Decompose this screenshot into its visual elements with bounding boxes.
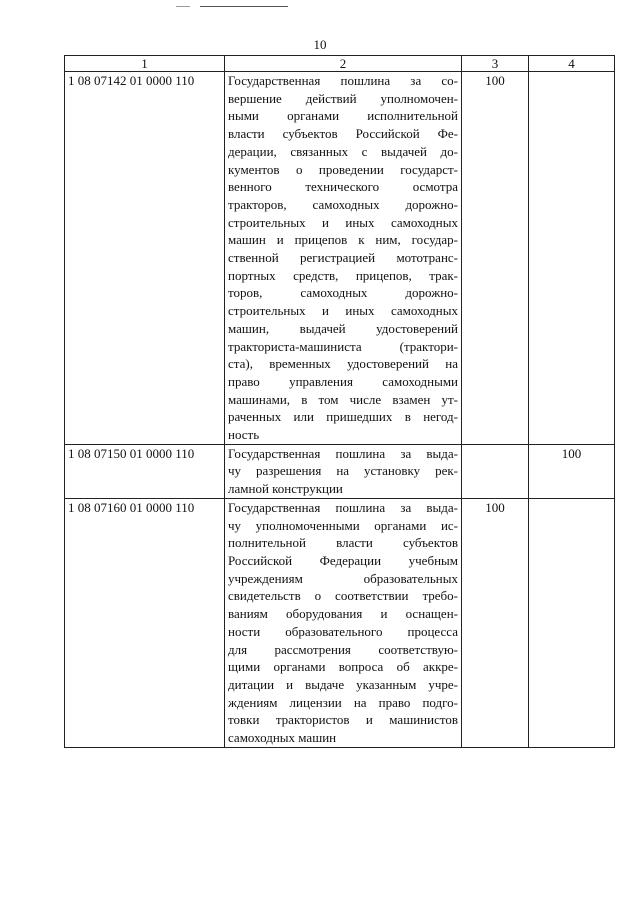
column-header-4: 4 [529,56,615,72]
description-line: свидетельств о соответствии требо- [228,588,458,604]
budget-classification-code: 1 08 07150 01 0000 110 [65,444,225,498]
description-line: ственной регистрацией мототранс- [228,250,458,266]
description-line: власти субъектов Российской Фе- [228,126,458,142]
amount-column-3: 100 [462,72,529,445]
description-line: учреждениям образовательных [228,570,458,586]
column-header-1: 1 [65,56,225,72]
revenue-description [225,444,462,498]
amount-column-4 [529,498,615,747]
description-line: Российской Федерации учебным [228,552,458,568]
description-line: для рассмотрения соответствую- [228,641,458,657]
description-line: полнительной власти субъектов [228,535,458,551]
budget-classification-code: 1 08 07160 01 0000 110 [65,498,225,747]
description-line: товки трактористов и машинистов [228,712,458,728]
amount-column-4 [529,72,615,445]
column-header-2: 2 [225,56,462,72]
description-line: ности образовательного процесса [228,623,458,639]
description-line: ждениям лицензии на право подго- [228,694,458,710]
amount-column-3 [462,444,529,498]
description-line: ными органами исполнительной [228,108,458,124]
description-line: портных средств, прицепов, трак- [228,267,458,283]
description-line: тракторов, самоходных дорожно- [228,196,458,212]
description-line: ность [228,427,260,443]
revenue-description [225,498,462,747]
description-line: вершение действий уполномочен- [228,90,458,106]
description-line: ваниям оборудования и оснащен- [228,606,458,622]
amount-column-3: 100 [462,498,529,747]
description-line: право управления самоходными [228,373,458,389]
table-row [65,498,615,747]
budget-classification-code: 1 08 07142 01 0000 110 [65,72,225,445]
description-line: тракториста-машиниста (трактори- [228,338,458,354]
budget-code-table [64,55,615,748]
description-line: торов, самоходных дорожно- [228,285,458,301]
scan-mark-left [176,6,190,7]
description-line: чу уполномоченными органами ис- [228,517,458,533]
description-line: машин, выдачей удостоверений [228,320,458,336]
description-line: Государственная пошлина за выда- [228,499,458,515]
description-line: машин и прицепов к ним, государ- [228,232,458,248]
description-line: ламной конструкции [228,481,343,497]
table-row [65,444,615,498]
description-line: дерации, связанных с выдачей до- [228,143,458,159]
description-line: дитации и выдаче указанным учре- [228,676,458,692]
page-number: 10 [313,37,327,52]
amount-column-4: 100 [529,444,615,498]
scan-mark-right [200,6,288,7]
column-header-3: 3 [462,56,529,72]
description-line: кументов о проведении государст- [228,161,458,177]
description-line: раченных или пришедших в негод- [228,409,458,425]
description-line: ста), временных удостоверений на [228,356,458,372]
revenue-description [225,72,462,445]
description-line: Государственная пошлина за со- [228,73,458,88]
description-line: строительных и иных самоходных [228,303,458,319]
description-line: самоходных машин [228,730,337,746]
description-line: венного технического осмотра [228,179,458,195]
description-line: машинами, в том числе взамен ут- [228,391,458,407]
table-body [65,72,615,748]
description-line: строительных и иных самоходных [228,214,458,230]
description-line: чу разрешения на установку рек- [228,463,458,479]
description-line: щими органами вопроса об аккре- [228,659,458,675]
table-header-row [65,56,615,72]
table-row [65,72,615,445]
description-line: Государственная пошлина за выда- [228,445,458,461]
